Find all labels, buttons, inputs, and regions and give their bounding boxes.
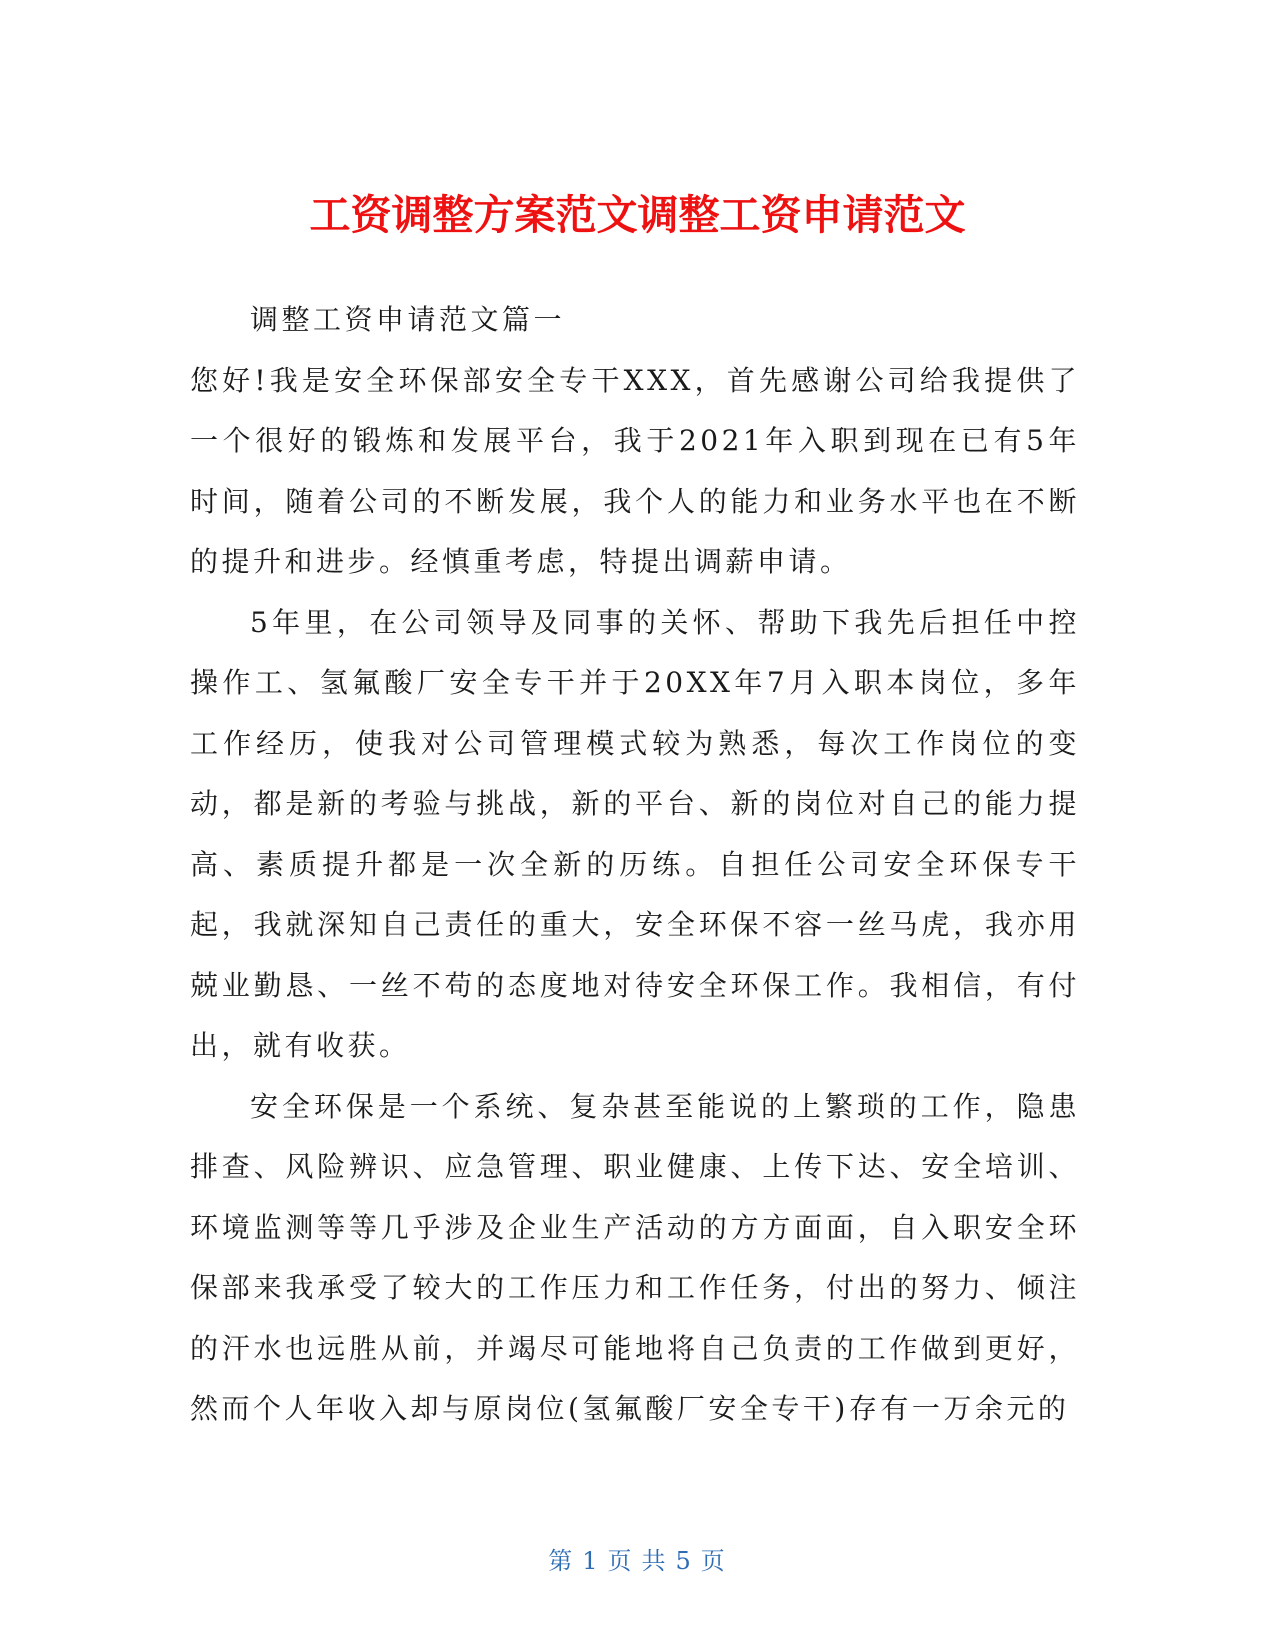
- footer-suffix: 页: [700, 1547, 727, 1575]
- page-title: 工资调整方案范文调整工资申请范文: [309, 191, 966, 240]
- footer-prefix: 第: [548, 1547, 575, 1575]
- footer-total-pages: 5: [675, 1547, 693, 1575]
- footer-page-word: 页: [607, 1547, 634, 1575]
- footer-current-page: 1: [582, 1547, 600, 1575]
- section-heading: 调整工资申请范文篇一: [250, 303, 566, 336]
- paragraph-1: 您好!我是安全环保部安全专干XXX，首先感谢公司给我提供了一个很好的锻炼和发展平台，我于2021年入职到现在已有5年时间，随着公司的不断发展，我个人的能力和业务水平也在不断的提升和进步。经慎重考虑，特提出调薪申请。: [190, 363, 1080, 578]
- paragraph-2: 5年里，在公司领导及同事的关怀、帮助下我先后担任中控操作工、氢氟酸厂安全专干并于20XX年7月入职本岗位，多年工作经历，使我对公司管理模式较为熟悉，每次工作岗位的变动，都是新的考验与挑战，新的平台、新的岗位对自己的能力提高、素质提升都是一次全新的历练。自担任公司安全环保专干起，我就深知自己责任的重大，安全环保不容一丝马虎，我亦用兢业勤恳、一丝不苟的态度地对待安全环保工作。我相信，有付出，就有收获。: [190, 605, 1080, 1062]
- page-footer: [0, 1545, 1275, 1577]
- footer-total-prefix: 共: [641, 1547, 668, 1575]
- paragraph-3: 安全环保是一个系统、复杂甚至能说的上繁琐的工作，隐患排查、风险辨识、应急管理、职业健康、上传下达、安全培训、环境监测等等几乎涉及企业生产活动的方方面面，自入职安全环保部来我承受了较大的工作压力和工作任务，付出的努力、倾注的汗水也远胜从前，并竭尽可能地将自己负责的工作做到更好，然而个人年收入却与原岗位(氢氟酸厂安全专干)存有一万余元的: [190, 1089, 1080, 1425]
- document-body: [190, 290, 1080, 1440]
